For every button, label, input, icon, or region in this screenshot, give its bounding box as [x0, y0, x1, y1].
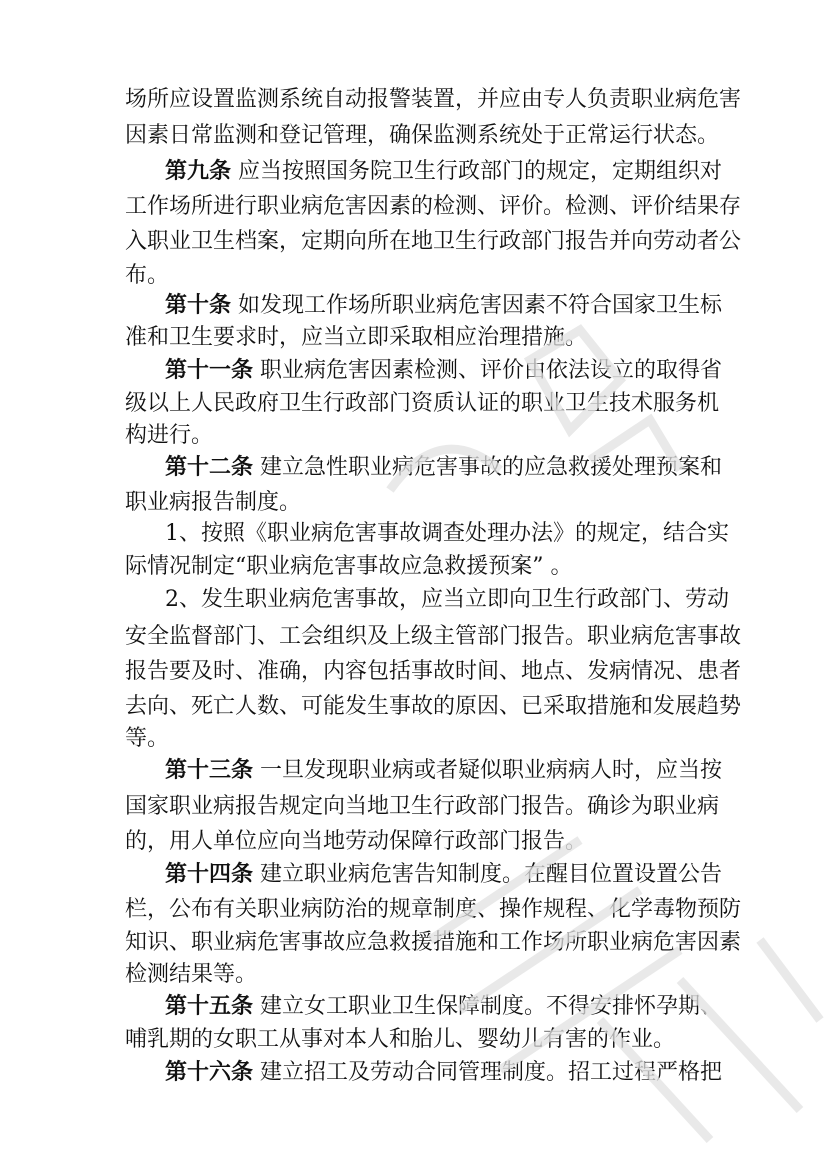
text-segment: 的，用人单位应向当地劳动保障行政部门报告。 — [125, 829, 588, 854]
text-segment: 职业病报告制度。 — [125, 490, 302, 515]
text-line — [0, 722, 830, 756]
article-number: 第九条 — [165, 158, 232, 184]
text-line — [0, 419, 830, 453]
text-line — [0, 550, 830, 584]
text-segment: 2、发生职业病危害事故，应当立即向卫生行政部门、劳动 — [165, 587, 729, 612]
text-segment: 构进行。 — [125, 423, 214, 448]
article-number: 第十四条 — [165, 861, 254, 887]
line-content — [125, 486, 301, 520]
article-number: 第十六条 — [165, 1059, 254, 1085]
text-line — [0, 353, 830, 387]
text-segment: 场所应设置监测系统自动报警装置，并应由专人负责职业病危害 — [125, 87, 742, 112]
text-line — [0, 893, 830, 927]
text-segment: 哺乳期的女职工从事对本人和胎儿、婴幼儿有害的作业。 — [125, 1027, 676, 1052]
line-content — [125, 1023, 675, 1057]
text-segment: 报告要及时、准确，内容包括事故时间、地点、发病情况、患者 — [125, 659, 742, 684]
line-content — [125, 655, 741, 689]
article-number: 第十条 — [165, 292, 232, 318]
text-segment: 建立急性职业病危害事故的应急救援处理预案和 — [253, 455, 723, 480]
line-content — [165, 517, 729, 551]
text-segment: 应当按照国务院卫生行政部门的规定，定期组织对 — [231, 159, 723, 184]
text-segment: 安全监督部门、工会组织及上级主管部门报告。职业病危害事故 — [125, 624, 742, 649]
text-segment: 去向、死亡人数、可能发生事故的原因、已采取措施和发展趋势 — [125, 694, 742, 719]
text-line — [0, 753, 830, 787]
line-content — [125, 893, 741, 927]
text-line — [0, 857, 830, 891]
text-line — [0, 119, 830, 153]
text-line — [0, 225, 830, 259]
text-line — [0, 450, 830, 484]
line-content — [125, 225, 741, 259]
text-segment: 准和卫生要求时，应当立即采取相应治理措施。 — [125, 325, 588, 350]
article-number: 第十二条 — [165, 454, 254, 480]
line-content — [125, 387, 719, 421]
text-segment: 布。 — [125, 263, 170, 288]
text-segment: 级以上人民政府卫生行政部门资质认证的职业卫生技术服务机 — [125, 391, 720, 416]
text-segment: 入职业卫生档案，定期向所在地卫生行政部门报告并向劳动者公 — [125, 229, 742, 254]
line-content — [165, 288, 722, 323]
article-number: 第十五条 — [165, 993, 254, 1019]
text-line — [0, 517, 830, 551]
text-line — [0, 83, 830, 117]
text-segment: 际情况制定“职业病危害事故应急救援预案” 。 — [125, 554, 573, 579]
text-segment: 知识、职业病危害事故应急救援措施和工作场所职业病危害因素 — [125, 930, 742, 955]
line-content — [165, 450, 722, 485]
text-line — [0, 321, 830, 355]
text-line — [0, 790, 830, 824]
text-line — [0, 288, 830, 322]
text-line — [0, 190, 830, 224]
text-segment: 建立女工职业卫生保障制度。不得安排怀孕期、 — [253, 994, 723, 1019]
line-content — [125, 321, 587, 355]
text-line — [0, 583, 830, 617]
line-content — [165, 353, 722, 388]
text-line — [0, 1055, 830, 1089]
text-segment: 建立职业病危害告知制度。在醒目位置设置公告 — [253, 862, 723, 887]
line-content — [125, 83, 741, 117]
text-segment: 国家职业病报告规定向当地卫生行政部门报告。确诊为职业病 — [125, 794, 720, 819]
text-line — [0, 387, 830, 421]
line-content — [165, 1055, 722, 1090]
line-content — [125, 790, 719, 824]
article-number: 第十三条 — [165, 757, 254, 783]
line-content — [165, 989, 722, 1024]
text-line — [0, 154, 830, 188]
line-content — [125, 620, 741, 654]
text-line — [0, 620, 830, 654]
text-segment: 栏，公布有关职业病防治的规章制度、操作规程、化学毒物预防 — [125, 897, 742, 922]
text-segment: 等。 — [125, 726, 170, 751]
line-content — [125, 926, 741, 960]
line-content — [125, 825, 587, 859]
text-segment: 检测结果等。 — [125, 962, 258, 987]
line-content — [165, 857, 722, 892]
line-content — [125, 119, 719, 153]
line-content — [125, 550, 573, 584]
article-number: 第十一条 — [165, 357, 254, 383]
text-line — [0, 825, 830, 859]
line-content — [125, 722, 169, 756]
text-line — [0, 1023, 830, 1057]
text-line — [0, 958, 830, 992]
text-line — [0, 486, 830, 520]
text-segment: 如发现工作场所职业病危害因素不符合国家卫生标 — [231, 293, 723, 318]
text-line — [0, 655, 830, 689]
text-segment: 工作场所进行职业病危害因素的检测、评价。检测、评价结果存 — [125, 194, 742, 219]
text-line — [0, 690, 830, 724]
line-content — [125, 419, 213, 453]
text-segment: 建立招工及劳动合同管理制度。招工过程严格把 — [253, 1060, 723, 1085]
text-line — [0, 989, 830, 1023]
line-content — [125, 190, 741, 224]
text-segment: 一旦发现职业病或者疑似职业病病人时，应当按 — [253, 758, 723, 783]
text-segment: 因素日常监测和登记管理，确保监测系统处于正常运行状态。 — [125, 123, 720, 148]
text-segment: 职业病危害因素检测、评价由依法设立的取得省 — [253, 358, 723, 383]
line-content — [165, 154, 722, 189]
line-content — [165, 583, 729, 617]
line-content — [165, 753, 722, 788]
text-line — [0, 926, 830, 960]
line-content — [125, 958, 257, 992]
line-content — [125, 690, 741, 724]
text-segment: 1、按照《职业病危害事故调查处理办法》的规定，结合实 — [165, 521, 729, 546]
